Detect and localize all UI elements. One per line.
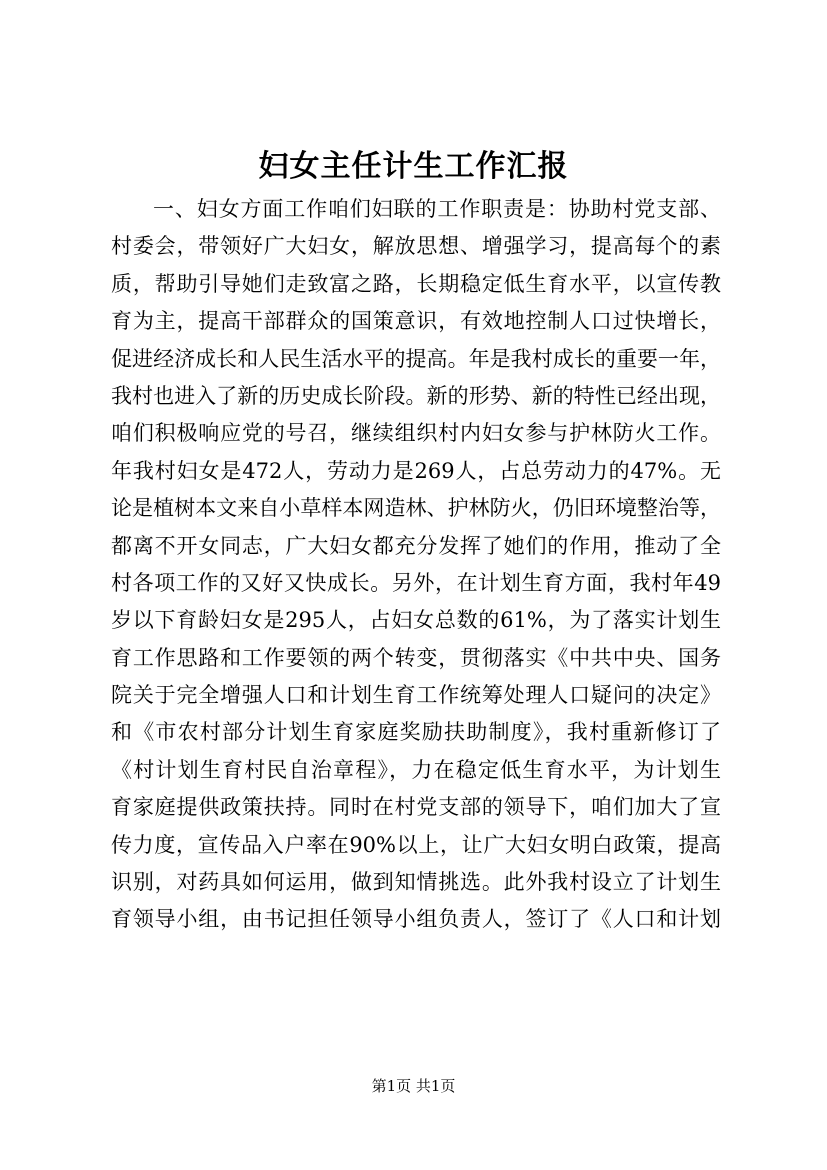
body-line: 一、妇女方面工作咱们妇联的工作职责是：协助村党支部、 [153, 197, 721, 221]
body-line: 传力度，宣传品入户率在90%以上，让广大妇女明白政策，提高 [111, 832, 721, 857]
body-line: 质，帮助引导她们走致富之路，长期稳定低生育水平，以宣传教 [111, 271, 721, 296]
document-title: 妇女主任计生工作汇报 [258, 149, 569, 184]
body-line: 我村也进入了新的历史成长阶段。新的形势、新的特性已经出现， [111, 383, 721, 408]
body-line: 村各项工作的又好又快成长。另外，在计划生育方面，我村年49 [111, 570, 721, 595]
body-line: 育领导小组，由书记担任领导小组负责人，签订了《人口和计划 [111, 907, 721, 932]
document-body [111, 191, 721, 939]
body-line: 都离不开女同志，广大妇女都充分发挥了她们的作用，推动了全 [111, 533, 721, 558]
page-footer: 第1页 共1页 [371, 1077, 456, 1095]
body-line: 年我村妇女是472人，劳动力是269人，占总劳动力的47%。无 [111, 458, 721, 483]
body-line: 育家庭提供政策扶持。同时在村党支部的领导下，咱们加大了宣 [111, 795, 721, 820]
body-line: 咱们积极响应党的号召，继续组织村内妇女参与护林防火工作。 [111, 421, 721, 446]
body-line: 和《市农村部分计划生育家庭奖励扶助制度》，我村重新修订了 [111, 720, 721, 745]
body-line: 育为主，提高干部群众的国策意识，有效地控制人口过快增长， [111, 309, 721, 334]
body-line: 《村计划生育村民自治章程》，力在稳定低生育水平，为计划生 [111, 757, 721, 782]
body-line: 促进经济成长和人民生活水平的提高。年是我村成长的重要一年， [111, 346, 721, 371]
body-line: 院关于完全增强人口和计划生育工作统筹处理人口疑问的决定》 [111, 683, 721, 708]
body-line: 育工作思路和工作要领的两个转变，贯彻落实《中共中央、国务 [111, 645, 721, 670]
body-line: 论是植树本文来自小草样本网造林、护林防火，仍旧环境整治等， [111, 496, 721, 521]
body-line: 村委会，带领好广大妇女，解放思想、增强学习，提高每个的素 [111, 234, 721, 259]
body-line: 识别，对药具如何运用，做到知情挑选。此外我村设立了计划生 [111, 870, 721, 895]
body-line: 岁以下育龄妇女是295人，占妇女总数的61%，为了落实计划生 [111, 608, 721, 633]
